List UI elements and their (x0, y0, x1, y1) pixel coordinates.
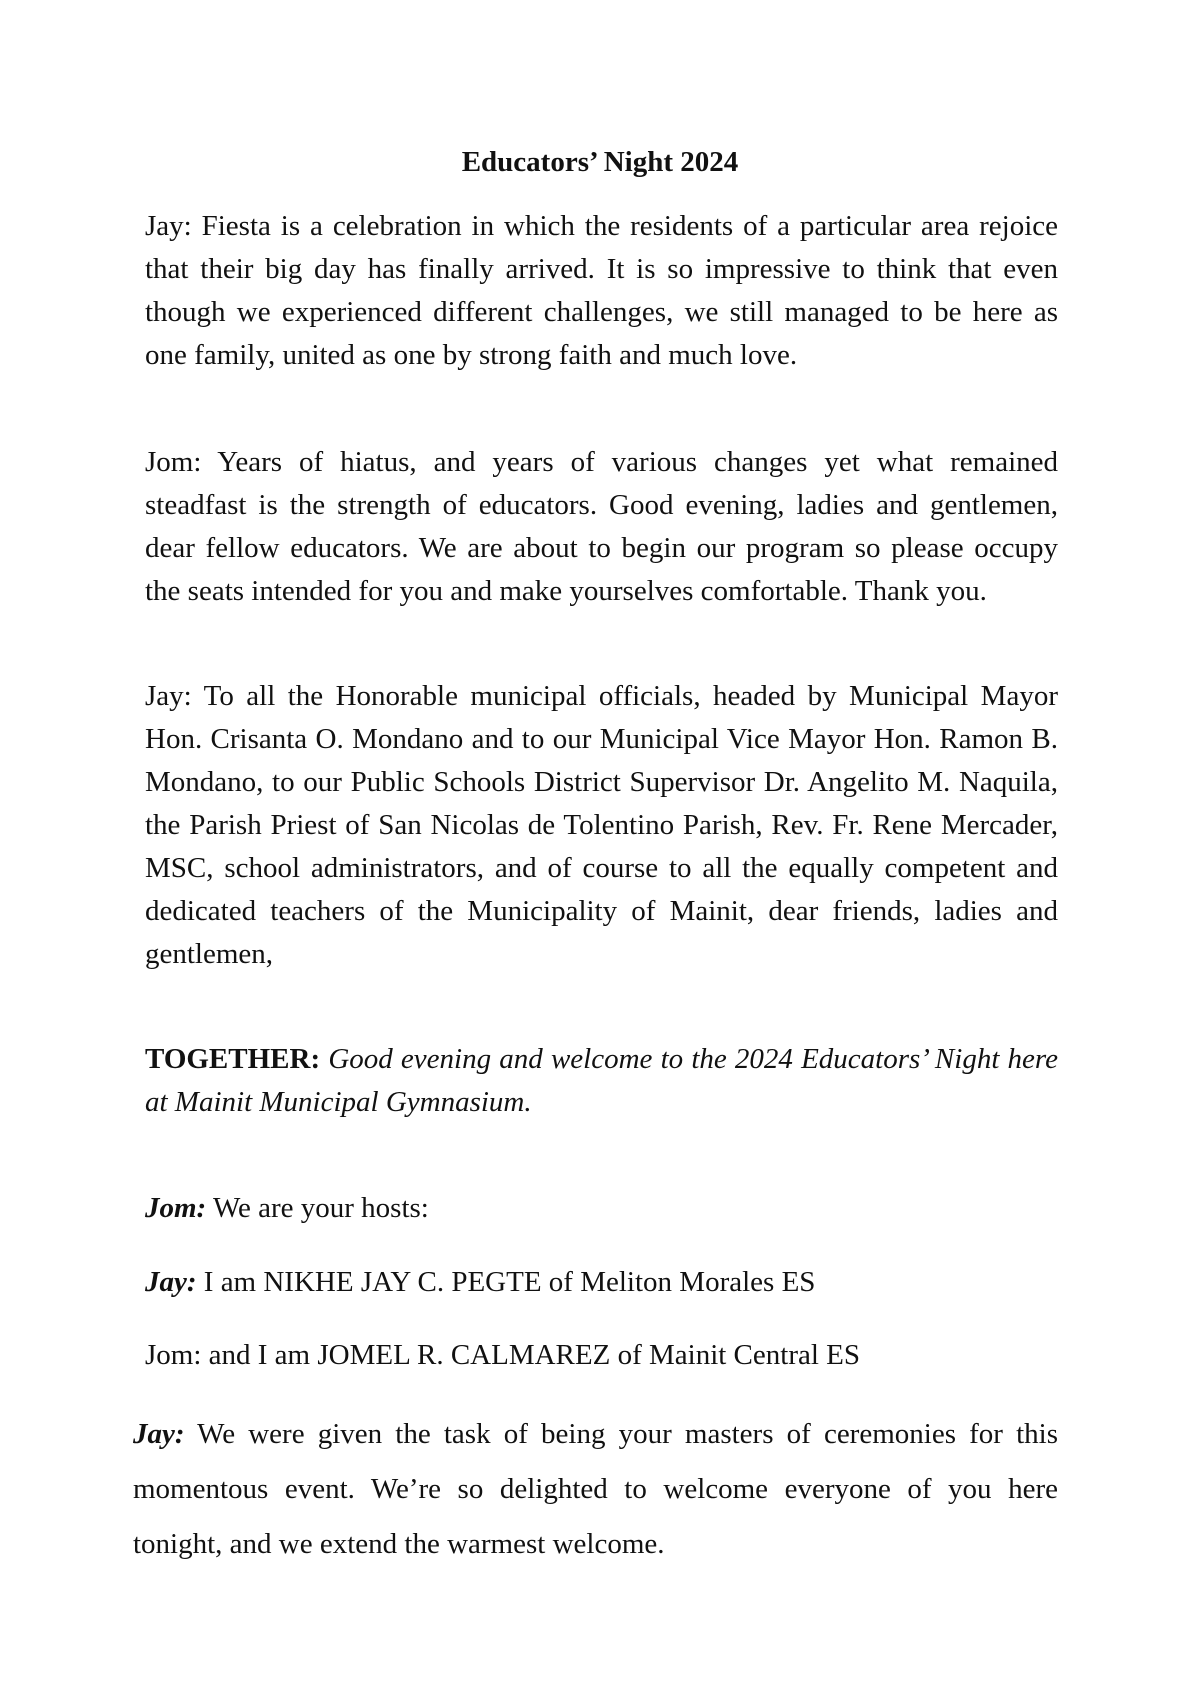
line-jay-intro (145, 1262, 815, 1302)
jom-speaker-label: Jom: (145, 1192, 207, 1224)
line-jom-intro: Jom: and I am JOMEL R. CALMAREZ of Mainit Central ES (145, 1339, 861, 1371)
paragraph-jay-opening: Jay: Fiesta is a celebration in which the residents of a particular area rejoice that their big day has finally arrived. It is so impressive to think that even though we experienced different challenges, we still managed to be here as one family, united as one by strong faith and much love. (145, 210, 1058, 371)
paragraph-jom-opening: Jom: Years of hiatus, and years of various changes yet what remained steadfast is the strength of educators. Good evening, ladies and gentlemen, dear fellow educators. We are about to begin our program so please occupy the seats intended for you and make yourselves comfortable. Thank you. (145, 446, 1058, 607)
jay-closing-speaker-label: Jay: (133, 1418, 185, 1450)
jom-hosts-text: We are your hosts: (206, 1192, 429, 1224)
paragraph-jay-acknowledgement: Jay: To all the Honorable municipal officials, headed by Municipal Mayor Hon. Crisanta O. Mondano and to our Municipal Vice Mayor Hon. Ramon B. Mondano, to our Public Schools District Supervisor Dr. Angelito M. Naquila, the Parish Priest of San Nicolas de Tolentino Parish, Rev. Fr. Rene Mercader, MSC, school administrators, and of course to all the equally competent and dedicated teachers of the Municipality of Mainit, dear friends, ladies and gentlemen, (145, 680, 1058, 970)
jay-intro-text: I am NIKHE JAY C. PEGTE of Meliton Morales ES (196, 1266, 816, 1298)
document-title: Educators’ Night 2024 (461, 146, 739, 178)
line-jom-hosts (145, 1188, 429, 1228)
paragraph-together-welcome (145, 1038, 1058, 1124)
jay-closing-text: We were given the task of being your masters of ceremonies for this momentous event. We’re so delighted to welcome everyone of you here tonight, and we extend the warmest welcome. (133, 1418, 1058, 1560)
together-speaker-label: TOGETHER: (145, 1043, 321, 1075)
paragraph-jay-closing (133, 1407, 1058, 1572)
jay-speaker-label: Jay: (145, 1266, 197, 1298)
together-welcome-text: Good evening and welcome to the 2024 Educators’ Night here at Mainit Municipal Gymnasium. (145, 1043, 1059, 1118)
